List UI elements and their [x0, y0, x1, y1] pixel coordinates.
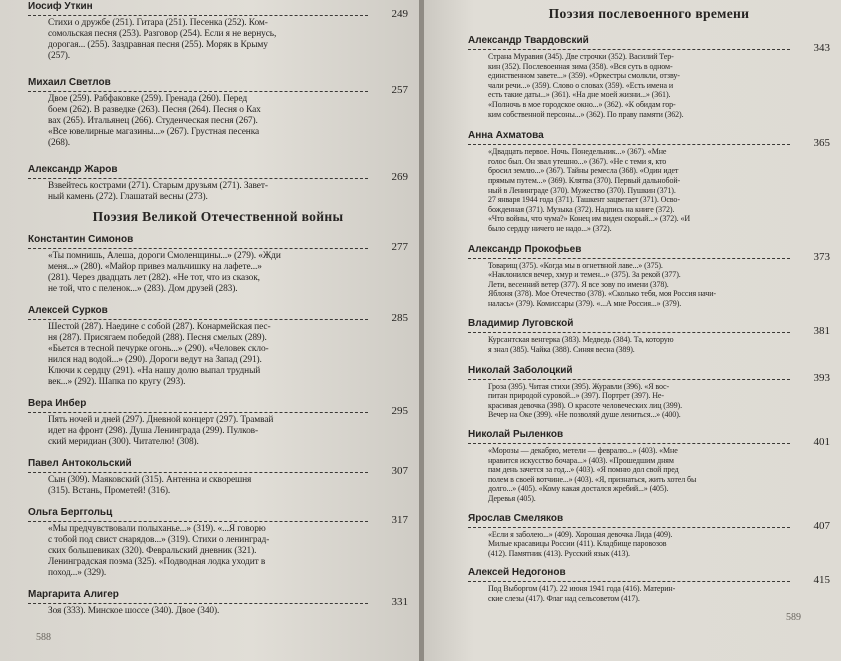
left-entries-before — [28, 0, 408, 203]
poem-list-line: «Что войны, что чума?» Конец им виден скорый...» (372). «И — [488, 214, 691, 224]
poem-list-line: ный камень (272). Глашатай весны (273). — [48, 192, 208, 202]
author-name: Николай Заболоцкий — [468, 364, 790, 380]
poem-list-line: единственном завете...» (359). «Оркестры смолкли, отзву- — [488, 71, 680, 81]
poem-list-line: «Все ювелирные магазины...» (267). Грустная песенка — [48, 127, 260, 137]
poem-list — [488, 530, 784, 559]
poem-list-line: прямым путем...» (369). Клятва (370). Первый дальнобой- — [488, 175, 681, 185]
toc-entry — [28, 233, 408, 295]
author-name: Владимир Луговской — [468, 317, 790, 333]
poem-list — [48, 606, 362, 617]
poem-list-line: красивая девочка (398). О красоте человеческих лиц (399). — [488, 400, 683, 410]
toc-entry — [28, 163, 408, 203]
author-page-number: 401 — [813, 436, 830, 449]
poem-list-line: нравится искусство бочара...» (403). «Прошедшим дням — [488, 455, 674, 465]
poem-list-line: (281). Через двадцать лет (282). «Не тот, что из сказок, — [48, 273, 260, 283]
poem-list-line: полем в своей вотчине...» (403). «Я, признаться, жить хотел бы — [488, 474, 697, 484]
poem-list-line: «Двадцать первое. Ночь. Понедельник...» (367). «Мне — [488, 147, 667, 157]
poem-list-line: идет на фронт (298). Душа Ленинграда (299). Пулков- — [48, 426, 259, 436]
poem-list-line: с тобой под свист снарядов...» (319). Стихи о ленинград- — [48, 535, 270, 545]
author-page-number: 365 — [813, 137, 830, 150]
poem-list — [48, 94, 362, 149]
poem-list — [48, 18, 362, 62]
author-name: Маргарита Алигер — [28, 588, 368, 604]
toc-entry — [468, 34, 830, 119]
toc-entry — [28, 588, 408, 617]
left-page — [0, 0, 419, 661]
right-entries — [468, 34, 830, 604]
poem-list-line: ских большевиках (320). Февральский дневник (321). — [48, 546, 257, 556]
author-name: Вера Инбер — [28, 397, 368, 413]
author-page-number: 285 — [391, 312, 408, 324]
poem-list-line: Ключи к сердцу (291). «На нашу долю выпал трудный — [48, 366, 261, 376]
poem-list-line: Яблоня (378). Мое Отечество (378). «Сколько тебя, моя Россия начи- — [488, 289, 716, 299]
poem-list — [488, 147, 784, 233]
author-page-number: 277 — [391, 241, 408, 253]
poem-list-line: Милые красавицы России (411). Кладбище паровозов — [488, 539, 667, 549]
toc-entry — [468, 428, 830, 504]
poem-list-line: бросил землю...» (367). Тайны ремесла (368). «Один идет — [488, 166, 679, 176]
poem-list-line: Гроза (395). Читая стихи (395). Журавли (396). «Я вос- — [488, 381, 670, 391]
page-number-right: 589 — [786, 612, 801, 623]
toc-entry — [28, 0, 408, 62]
poem-list-line: Стихи о дружбе (251). Гитара (251). Песенка (252). Ком- — [48, 18, 268, 28]
toc-entry — [468, 317, 830, 354]
poem-list-line: ский меридиан (300). Читателю! (308). — [48, 437, 199, 447]
poem-list-line: (315). Встань, Прометей! (316). — [48, 486, 171, 496]
poem-list-line: Деревья (405). — [488, 494, 536, 503]
poem-list-line: божденная (371). Музыка (372). Надпись на книге (372). — [488, 204, 675, 214]
poem-list — [48, 181, 362, 203]
toc-entry — [468, 129, 830, 233]
toc-entry — [468, 243, 830, 309]
poem-list-line: «Полночь в мое городское окно...» (362). «К обидам гор- — [488, 99, 676, 109]
poem-list — [488, 446, 784, 504]
poem-list-line: Пять ночей и дней (297). Дневной концерт (297). Трамвай — [48, 415, 274, 425]
toc-entry — [28, 76, 408, 149]
poem-list-line: «Морозы — декабрю, метели — февралю...» (403). «Мне — [488, 446, 678, 456]
right-page — [424, 0, 841, 661]
poem-list-line: (257). — [48, 51, 71, 61]
poem-list — [48, 415, 362, 448]
poem-list-line: «Бьется в тесной печурке огонь...» (290). «Человек скло- — [48, 344, 269, 354]
author-name: Александр Прокофьев — [468, 243, 790, 259]
author-page-number: 269 — [391, 171, 408, 183]
page-number-left: 588 — [36, 632, 51, 643]
poem-list-line: «Наклонился вечер, хмур и темен...» (375). За рекой (377). — [488, 270, 681, 280]
author-name: Иосиф Уткин — [28, 0, 368, 16]
author-name: Анна Ахматова — [468, 129, 790, 145]
poem-list-line: Сын (309). Маяковский (315). Антенна и скворешня — [48, 475, 252, 485]
author-page-number: 373 — [813, 250, 830, 263]
poem-list-line: Вечер на Оке (399). «Не позволяй душе лениться...» (400). — [488, 410, 681, 420]
author-name: Алексей Сурков — [28, 304, 368, 320]
poem-list-line: боем (262). В разведке (263). Песня (264). Песня о Ках — [48, 105, 261, 115]
author-page-number: 331 — [391, 596, 408, 608]
poem-list-line: меня...» (280). «Майор привез мальчишку на лафете...» — [48, 262, 262, 272]
author-name: Ярослав Смеляков — [468, 512, 790, 528]
author-page-number: 381 — [813, 325, 830, 338]
author-page-number: 407 — [813, 519, 830, 532]
poem-list — [48, 524, 362, 579]
author-name: Александр Жаров — [28, 163, 368, 179]
toc-entry — [468, 566, 830, 603]
poem-list-line: Зоя (333). Минское шоссе (340). Двое (340). — [48, 606, 220, 616]
poem-list-line: ские слезы (417). Флаг над сельсоветом (417). — [488, 593, 640, 603]
toc-entry — [28, 506, 408, 579]
poem-list-line: Лети, весенний ветер (377). Я все зову по имени (378). — [488, 279, 669, 289]
toc-entry — [468, 364, 830, 420]
poem-list — [48, 322, 362, 388]
poem-list-line: налась» (379). Комиссары (379). «...А мне Россия...» (379). — [488, 298, 682, 308]
poem-list-line: я знал (385). Чайка (388). Синяя весна (389). — [488, 345, 635, 355]
poem-list-line: «Ты помнишь, Алеша, дороги Смоленщины...» (279). «Жди — [48, 251, 281, 261]
poem-list-line: нился над водой...» (290). Дороги ведут на Запад (291). — [48, 355, 262, 365]
toc-entry — [28, 397, 408, 448]
author-name: Александр Твардовский — [468, 34, 790, 50]
poem-list-line: Двое (259). Рабфаковке (259). Гренада (260). Перед — [48, 94, 248, 104]
poem-list — [48, 251, 362, 295]
poem-list-line: не той, что с пеленок...» (283). Дом друзей (283). — [48, 284, 238, 294]
author-page-number: 415 — [813, 574, 830, 587]
right-contents-column — [468, 0, 830, 604]
poem-list-line: ный в Ленинграде (370). Мужество (370). Пушкин (371). — [488, 185, 676, 195]
poem-list-line: кин (352). Послевоенная зима (358). «Вся суть в одном- — [488, 61, 673, 71]
author-name: Константин Симонов — [28, 233, 368, 249]
poem-list-line: век...» (292). Шапка по кругу (293). — [48, 377, 186, 387]
poem-list-line: (412). Памятник (413). Русский язык (413). — [488, 548, 630, 558]
poem-list-line: было сердцу ничего не надо...» (372). — [488, 223, 612, 233]
toc-entry — [468, 512, 830, 559]
author-name: Ольга Берггольц — [28, 506, 368, 522]
author-page-number: 307 — [391, 465, 408, 477]
poem-list-line: (268). — [48, 138, 71, 148]
poem-list — [488, 261, 784, 309]
poem-list-line: Ленинградская поэма (325). «Подводная лодка уходит в — [48, 557, 266, 567]
poem-list-line: Курсантская венгерка (383). Медведь (384). Та, которую — [488, 335, 674, 345]
author-page-number: 343 — [813, 42, 830, 54]
left-entries-after — [28, 233, 408, 617]
poem-list-line: питан природой суровой...» (397). Портрет (397). Не- — [488, 391, 664, 401]
poem-list-line: ня (287). Присягаем победой (288). Песня смелых (289). — [48, 333, 267, 343]
poem-list-line: пам день зачется за год...» (403). «Я помню дол свой пред — [488, 465, 679, 475]
poem-list-line: 27 января 1944 года (371). Ташкент зацветает (371). Осво- — [488, 195, 680, 205]
poem-list-line: дорогая... (255). Заздравная песня (255). Моряк в Крыму — [48, 40, 268, 50]
poem-list-line: голос был. Он звал утешно...» (367). «Не с теми я, кто — [488, 156, 667, 166]
author-page-number: 249 — [391, 8, 408, 20]
poem-list-line: Товарищ (375). «Когда мы в огнетвной лаве...» (375). — [488, 260, 663, 270]
poem-list-line: «Мы предчувствовали полыханье...» (319). «...Я говорю — [48, 524, 266, 534]
poem-list-line: Страна Муравия (345). Две строчки (352). Василий Тер- — [488, 52, 674, 61]
toc-entry — [28, 457, 408, 497]
author-name: Павел Антокольский — [28, 457, 368, 473]
section-title-postwar-poetry: Поэзия послевоенного времени — [548, 6, 750, 21]
poem-list — [488, 52, 784, 119]
poem-list-line: Шестой (287). Наедине с собой (287). Конармейская пес- — [48, 322, 271, 332]
author-name: Алексей Недогонов — [468, 566, 790, 582]
poem-list-line: Взвейтесь кострами (271). Старым друзьям (271). Завет- — [48, 181, 268, 191]
author-page-number: 393 — [813, 371, 830, 384]
poem-list-line: «Если я заболею...» (409). Хорошая девочка Лида (409). — [488, 529, 673, 539]
poem-list-line: сомольская песня (253). Разговор (254). Если я не вернусь, — [48, 29, 277, 39]
author-page-number: 295 — [391, 405, 408, 417]
poem-list-line: есть такие даты...» (361). «На дне моей жизни...» (361). — [488, 90, 671, 100]
poem-list — [48, 475, 362, 497]
poem-list — [488, 382, 784, 420]
author-page-number: 317 — [391, 514, 408, 526]
poem-list-line: поход...» (329). — [48, 568, 107, 578]
left-contents-column — [28, 0, 408, 617]
poem-list-line: Под Выборгом (417). 22 июня 1941 года (416). Материн- — [488, 584, 676, 594]
author-name: Николай Рыленков — [468, 428, 790, 444]
poem-list-line: долго...» (405). «Кому какая достался жребий...» (405). — [488, 484, 669, 494]
poem-list — [488, 584, 784, 603]
poem-list-line: вах (265). Итальянец (266). Студенческая песня (267). — [48, 116, 258, 126]
author-name: Михаил Светлов — [28, 76, 368, 92]
poem-list-line: чали речи...» (359). Слово о словах (359). «Есть имена и — [488, 80, 674, 90]
section-title-war-poetry: Поэзия Великой Отечественной войны — [92, 209, 344, 224]
poem-list-line: ким собственной персоны...» (362). По праву памяти (362). — [488, 109, 684, 119]
author-page-number: 257 — [391, 84, 408, 96]
poem-list — [488, 335, 784, 354]
toc-entry — [28, 304, 408, 388]
